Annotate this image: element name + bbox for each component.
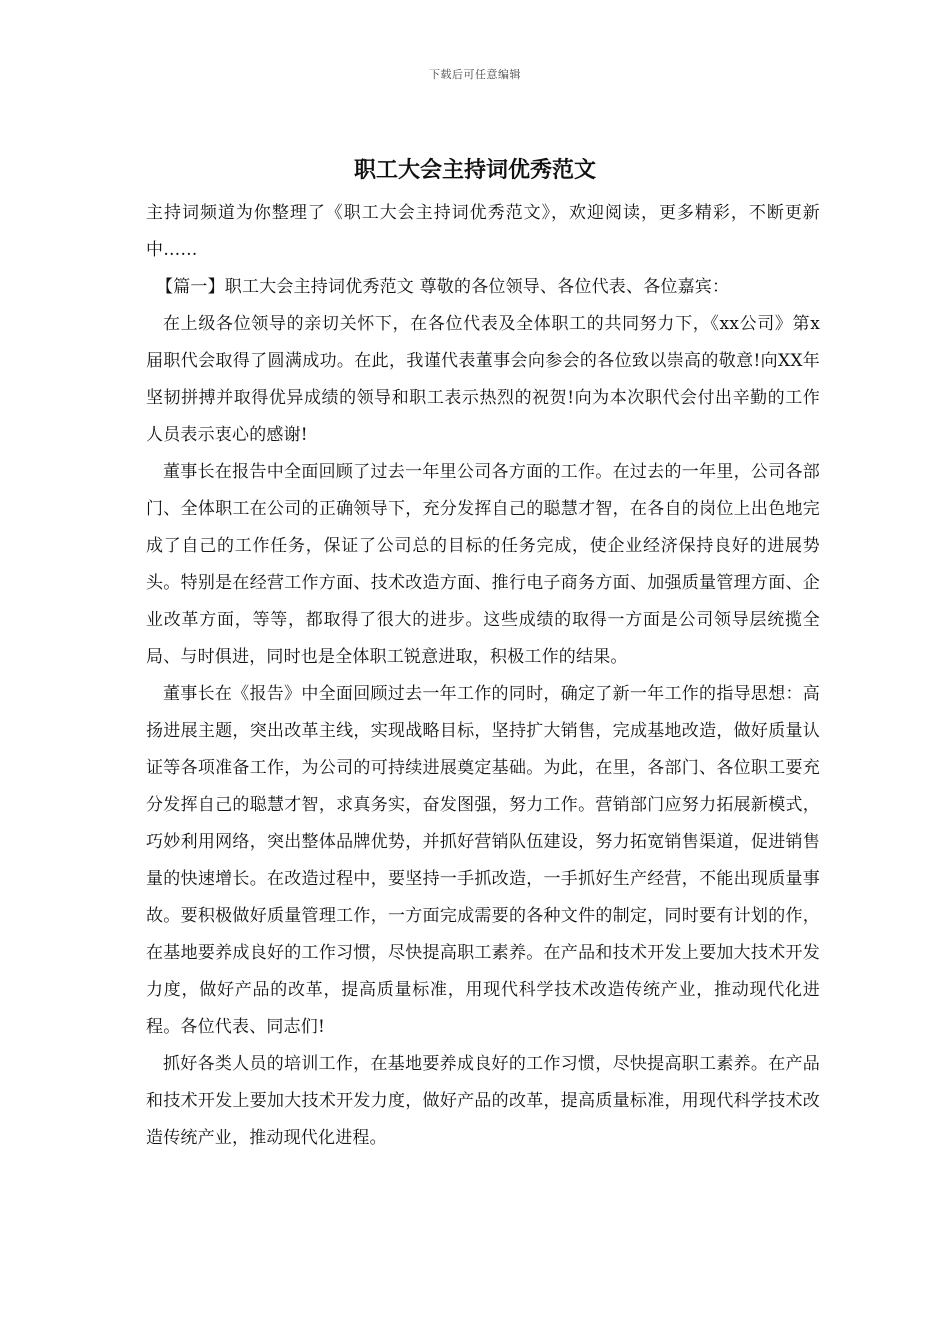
section-heading-paragraph: 【篇一】职工大会主持词优秀范文 尊敬的各位领导、各位代表、各位嘉宾： bbox=[156, 277, 730, 297]
body-paragraph: 董事长在报告中全面回顾了过去一年里公司各方面的工作。在过去的一年里，公司各部门、全体职工在公司的正确领导下，充分发挥自己的聪慧才智，在各自的岗位上出色地完成了自己的工作任务，保证了公司总的目标的任务完成，使企业经济保持良好的进展势头。特别是在经营工作方面、技术改造方面、推行电子商务方面、加强质量管理方面、企业改革方面，等等，都取得了很大的进步。这些成绩的取得一方面是公司领导层统揽全局、与时俱进，同时也是全体职工锐意进取，积极工作的结果。 bbox=[146, 462, 820, 667]
header-note: 下载后可任意编辑 bbox=[429, 68, 521, 81]
body-paragraph: 董事长在《报告》中全面回顾过去一年工作的同时，确定了新一年工作的指导思想：高扬进展主题，突出改革主线，实现战略目标，坚持扩大销售，完成基地改造，做好质量认证等各项准备工作，为公司的可持续进展奠定基础。为此，在里，各部门、各位职工要充分发挥自己的聪慧才智，求真务实，奋发图强，努力工作。营销部门应努力拓展新模式，巧妙利用网络，突出整体品牌优势，并抓好营销队伍建设，努力拓宽销售渠道，促进销售量的快速增长。在改造过程中，要坚持一手抓改造，一手抓好生产经营，不能出现质量事故。要积极做好质量管理工作，一方面完成需要的各种文件的制定，同时要有计划的作，在基地要养成良好的工作习惯，尽快提高职工素养。在产品和技术开发上要加大技术开发力度，做好产品的改革，提高质量标准，用现代科学技术改造传统产业，推动现代化进程。各位代表、同志们! bbox=[146, 684, 820, 1037]
document-body bbox=[146, 195, 820, 1157]
body-paragraph: 在上级各位领导的亲切关怀下，在各位代表及全体职工的共同努力下，《xx公司》第x届职代会取得了圆满成功。在此，我谨代表董事会向参会的各位致以崇高的敬意!向XX年坚韧拼搏并取得优异成绩的领导和职工表示热烈的祝贺!向为本次职代会付出辛勤的工作人员表示衷心的感谢! bbox=[146, 314, 820, 445]
intro-paragraph: 主持词频道为你整理了《职工大会主持词优秀范文》，欢迎阅读，更多精彩，不断更新中…… bbox=[146, 203, 820, 260]
body-paragraph: 抓好各类人员的培训工作，在基地要养成良好的工作习惯，尽快提高职工素养。在产品和技术开发上要加大技术开发力度，做好产品的改革，提高质量标准，用现代科学技术改造传统产业，推动现代化进程。 bbox=[146, 1054, 820, 1148]
document-title: 职工大会主持词优秀范文 bbox=[353, 157, 596, 183]
